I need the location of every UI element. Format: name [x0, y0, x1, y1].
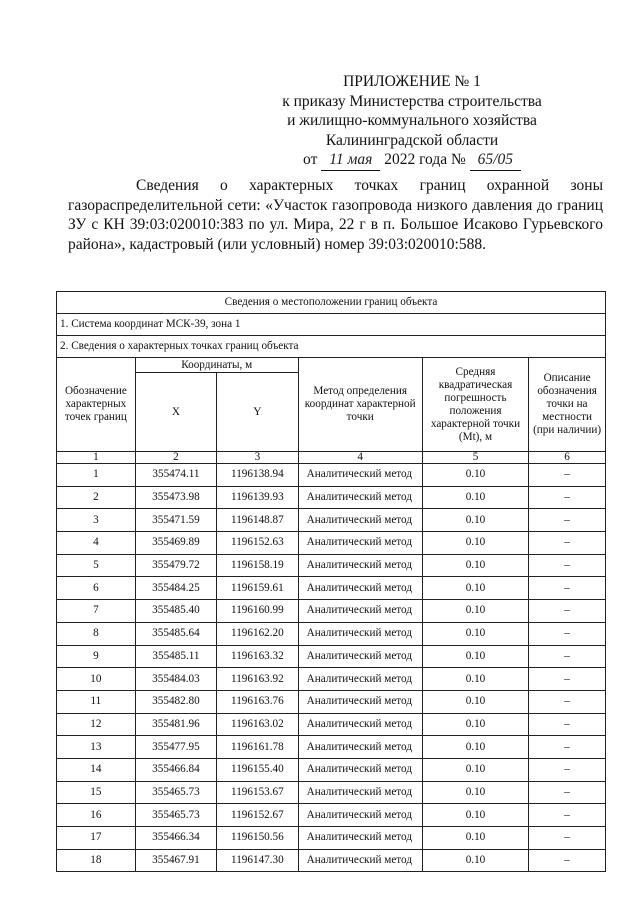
description-cell: – [529, 758, 606, 781]
table-row [57, 781, 606, 804]
coord-x-cell: 355465.73 [135, 804, 216, 827]
coord-x-cell: 355466.84 [135, 758, 216, 781]
error-cell: 0.10 [422, 736, 528, 759]
coord-y-cell: 1196163.92 [217, 668, 299, 691]
point-number-cell: 11 [57, 690, 136, 713]
column-number-row [57, 452, 606, 464]
coord-x-cell: 355484.25 [135, 577, 216, 600]
point-number-cell: 10 [57, 668, 136, 691]
description-cell: – [529, 827, 606, 850]
coord-x-cell: 355465.73 [135, 781, 216, 804]
description-cell: – [529, 554, 606, 577]
coord-x-cell: 355484.03 [135, 668, 216, 691]
col-header-desc: Описание обозначения точки на местности (при наличии) [529, 358, 606, 452]
description-cell: – [529, 668, 606, 691]
intro-paragraph: Сведения о характерных точках границ охранной зоны газораспределительной сети: «Участок газопровода низкого давления до границ ЗУ с КН 39:03:020010:383 по ул. Мира, 22 г в п. Большое Исаково Гурьевского района», кадастровый (или условный) номер 39:03:020010:588. [68, 177, 603, 253]
coord-x-cell: 355473.98 [135, 486, 216, 509]
table-row [57, 554, 606, 577]
order-date-line [262, 150, 562, 171]
method-cell: Аналитический метод [298, 509, 422, 532]
error-cell: 0.10 [422, 622, 528, 645]
point-number-cell: 3 [57, 509, 136, 532]
document-header [262, 72, 562, 171]
col-number: 4 [298, 452, 422, 464]
table-row [57, 827, 606, 850]
coord-y-cell: 1196163.76 [217, 690, 299, 713]
error-cell: 0.10 [422, 668, 528, 691]
point-number-cell: 17 [57, 827, 136, 850]
section-2-title: 2. Сведения о характерных точках границ объекта [57, 336, 606, 358]
method-cell: Аналитический метод [298, 600, 422, 623]
table-row [57, 464, 606, 487]
col-header-error: Средняя квадратическая погрешность положения характерной точки (Mt), м [422, 358, 528, 452]
method-cell: Аналитический метод [298, 781, 422, 804]
error-cell: 0.10 [422, 690, 528, 713]
description-cell: – [529, 736, 606, 759]
description-cell: – [529, 600, 606, 623]
date-prefix: от [303, 151, 318, 168]
error-cell: 0.10 [422, 827, 528, 850]
error-cell: 0.10 [422, 849, 528, 872]
method-cell: Аналитический метод [298, 690, 422, 713]
coord-x-cell: 355467.91 [135, 849, 216, 872]
coord-y-cell: 1196158.19 [217, 554, 299, 577]
col-header-y: Y [217, 373, 299, 452]
coord-x-cell: 355469.89 [135, 532, 216, 555]
error-cell: 0.10 [422, 645, 528, 668]
order-line-3: Калининградской области [325, 131, 499, 149]
method-cell: Аналитический метод [298, 577, 422, 600]
description-cell: – [529, 486, 606, 509]
col-header-x: X [135, 373, 216, 452]
coord-x-cell: 355485.40 [135, 600, 216, 623]
date-middle: 2022 года № [384, 151, 466, 168]
table-title: Сведения о местоположении границ объекта [57, 292, 606, 314]
error-cell: 0.10 [422, 804, 528, 827]
point-number-cell: 9 [57, 645, 136, 668]
coord-x-cell: 355485.64 [135, 622, 216, 645]
col-number: 1 [57, 452, 136, 464]
method-cell: Аналитический метод [298, 713, 422, 736]
coord-y-cell: 1196148.87 [217, 509, 299, 532]
error-cell: 0.10 [422, 781, 528, 804]
table-row [57, 713, 606, 736]
method-cell: Аналитический метод [298, 668, 422, 691]
description-cell: – [529, 690, 606, 713]
col-number: 6 [529, 452, 606, 464]
order-line-2: и жилищно-коммунального хозяйства [287, 112, 537, 129]
method-cell: Аналитический метод [298, 532, 422, 555]
coord-y-cell: 1196162.20 [217, 622, 299, 645]
order-line-1: к приказу Министерства строительства [282, 92, 542, 110]
method-cell: Аналитический метод [298, 464, 422, 487]
col-header-point: Обозначение характерных точек границ [57, 358, 136, 452]
error-cell: 0.10 [422, 600, 528, 623]
coord-y-cell: 1196147.30 [217, 849, 299, 872]
coord-x-cell: 355466.34 [135, 827, 216, 850]
boundary-points-table [56, 291, 606, 872]
col-number: 2 [135, 452, 216, 464]
col-number: 5 [422, 452, 528, 464]
col-number: 3 [217, 452, 299, 464]
point-number-cell: 16 [57, 804, 136, 827]
method-cell: Аналитический метод [298, 622, 422, 645]
description-cell: – [529, 532, 606, 555]
error-cell: 0.10 [422, 713, 528, 736]
point-number-cell: 12 [57, 713, 136, 736]
description-cell: – [529, 509, 606, 532]
point-number-cell: 18 [57, 849, 136, 872]
point-number-cell: 4 [57, 532, 136, 555]
point-number-cell: 6 [57, 577, 136, 600]
coord-x-cell: 355479.72 [135, 554, 216, 577]
point-number-cell: 2 [57, 486, 136, 509]
table-row [57, 690, 606, 713]
table-row [57, 509, 606, 532]
handwritten-number: 65/05 [470, 150, 521, 171]
coord-y-cell: 1196159.61 [217, 577, 299, 600]
error-cell: 0.10 [422, 486, 528, 509]
coord-y-cell: 1196155.40 [217, 758, 299, 781]
table-row [57, 532, 606, 555]
coord-x-cell: 355481.96 [135, 713, 216, 736]
table-row [57, 622, 606, 645]
point-number-cell: 7 [57, 600, 136, 623]
col-header-coords: Координаты, м [135, 358, 298, 373]
description-cell: – [529, 713, 606, 736]
table-row [57, 736, 606, 759]
appendix-title: ПРИЛОЖЕНИЕ № 1 [343, 73, 481, 90]
error-cell: 0.10 [422, 758, 528, 781]
table-row [57, 645, 606, 668]
coord-x-cell: 355482.80 [135, 690, 216, 713]
description-cell: – [529, 464, 606, 487]
coordinate-system: 1. Система координат МСК-39, зона 1 [57, 314, 606, 336]
table-row [57, 758, 606, 781]
point-number-cell: 5 [57, 554, 136, 577]
coord-y-cell: 1196153.67 [217, 781, 299, 804]
point-number-cell: 1 [57, 464, 136, 487]
coord-x-cell: 355471.59 [135, 509, 216, 532]
coord-y-cell: 1196150.56 [217, 827, 299, 850]
error-cell: 0.10 [422, 554, 528, 577]
error-cell: 0.10 [422, 532, 528, 555]
table-row [57, 486, 606, 509]
method-cell: Аналитический метод [298, 736, 422, 759]
coord-y-cell: 1196163.32 [217, 645, 299, 668]
description-cell: – [529, 804, 606, 827]
col-header-method: Метод определения координат характерной точки [298, 358, 422, 452]
coord-x-cell: 355485.11 [135, 645, 216, 668]
handwritten-date: 11 мая [321, 150, 380, 171]
method-cell: Аналитический метод [298, 827, 422, 850]
method-cell: Аналитический метод [298, 804, 422, 827]
description-cell: – [529, 645, 606, 668]
point-number-cell: 8 [57, 622, 136, 645]
coord-y-cell: 1196152.67 [217, 804, 299, 827]
table-row [57, 668, 606, 691]
description-cell: – [529, 849, 606, 872]
coord-y-cell: 1196160.99 [217, 600, 299, 623]
coord-y-cell: 1196139.93 [217, 486, 299, 509]
table-row [57, 577, 606, 600]
error-cell: 0.10 [422, 509, 528, 532]
coord-y-cell: 1196152.63 [217, 532, 299, 555]
method-cell: Аналитический метод [298, 486, 422, 509]
coord-y-cell: 1196163.02 [217, 713, 299, 736]
point-number-cell: 13 [57, 736, 136, 759]
method-cell: Аналитический метод [298, 758, 422, 781]
description-cell: – [529, 577, 606, 600]
error-cell: 0.10 [422, 464, 528, 487]
table-row [57, 804, 606, 827]
point-number-cell: 15 [57, 781, 136, 804]
table-row [57, 600, 606, 623]
method-cell: Аналитический метод [298, 645, 422, 668]
coord-y-cell: 1196161.78 [217, 736, 299, 759]
description-cell: – [529, 622, 606, 645]
coord-y-cell: 1196138.94 [217, 464, 299, 487]
coord-x-cell: 355474.11 [135, 464, 216, 487]
coord-x-cell: 355477.95 [135, 736, 216, 759]
method-cell: Аналитический метод [298, 554, 422, 577]
point-number-cell: 14 [57, 758, 136, 781]
error-cell: 0.10 [422, 577, 528, 600]
description-cell: – [529, 781, 606, 804]
table-row [57, 849, 606, 872]
method-cell: Аналитический метод [298, 849, 422, 872]
